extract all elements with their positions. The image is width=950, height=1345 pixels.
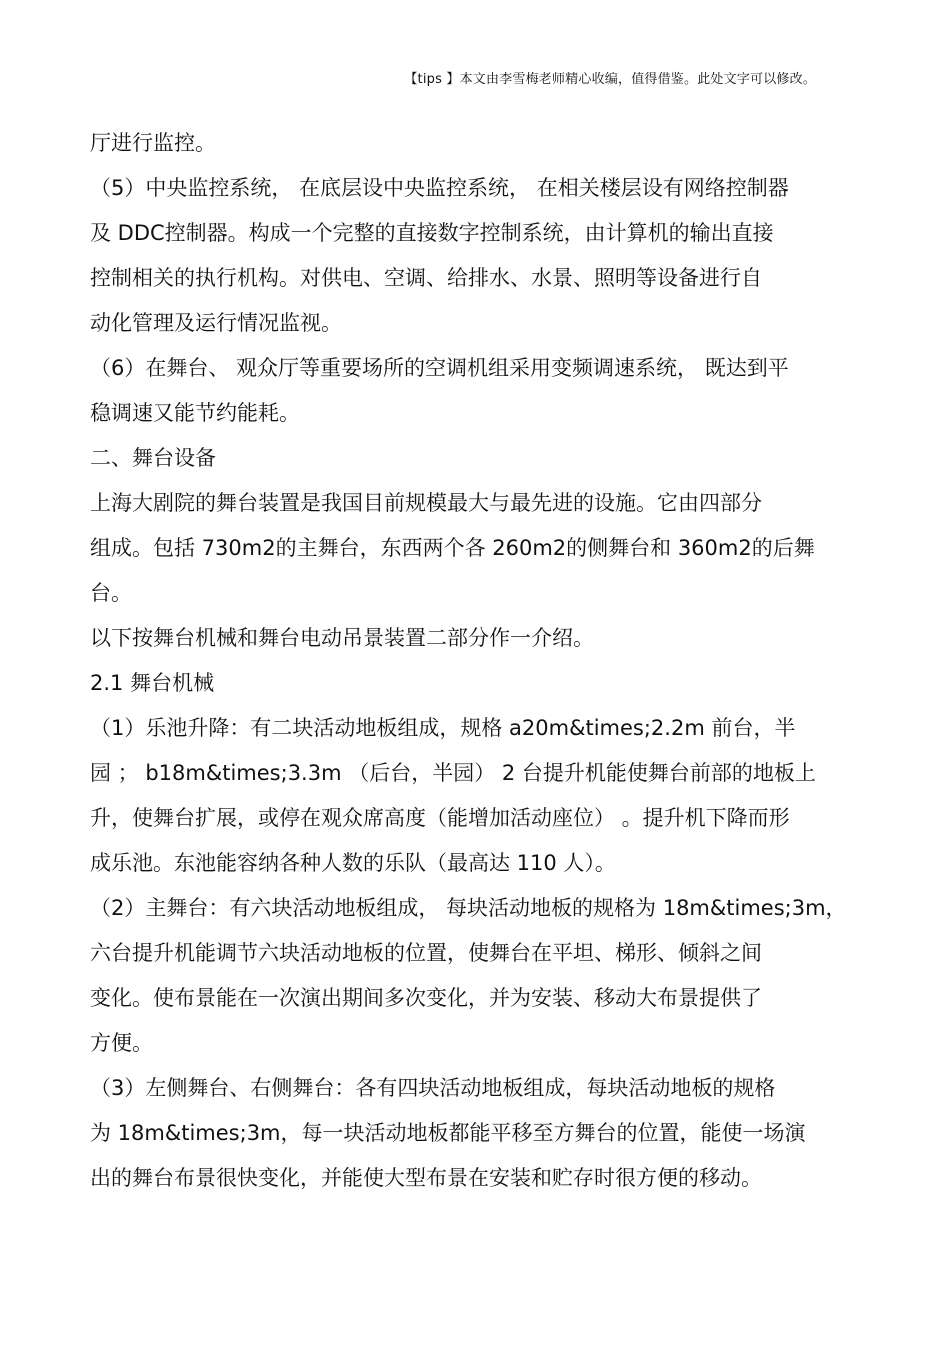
section-heading: 二、舞台设备 bbox=[90, 446, 216, 470]
header-tips: 【tips 】本文由李雪梅老师精心收编，值得借鉴。此处文字可以修改。 bbox=[404, 72, 816, 87]
text-line: 园 ； b18m&times;3.3m （后台，半园） 2 台提升机能使舞台前部的地板上 bbox=[90, 761, 816, 785]
text-line: （2）主舞台：有六块活动地板组成， 每块活动地板的规格为 18m&times;3m， bbox=[90, 896, 847, 920]
text-line: 六台提升机能调节六块活动地板的位置，使舞台在平坦、梯形、倾斜之间 bbox=[90, 941, 762, 965]
text-line: 稳调速又能节约能耗。 bbox=[90, 401, 300, 425]
text-line: 厅进行监控。 bbox=[90, 131, 216, 155]
text-line: 方便。 bbox=[90, 1031, 153, 1055]
text-line: 变化。使布景能在一次演出期间多次变化，并为安装、移动大布景提供了 bbox=[90, 986, 762, 1010]
text-line: 上海大剧院的舞台装置是我国目前规模最大与最先进的设施。它由四部分 bbox=[90, 491, 762, 515]
subsection-heading: 2.1 舞台机械 bbox=[90, 671, 215, 695]
text-line: 组成。包括 730m2的主舞台，东西两个各 260m2的侧舞台和 360m2的后舞 bbox=[90, 536, 815, 560]
text-line: （3）左侧舞台、右侧舞台：各有四块活动地板组成，每块活动地板的规格 bbox=[90, 1076, 776, 1100]
text-line: 为 18m&times;3m，每一块活动地板都能平移至方舞台的位置，能使一场演 bbox=[90, 1121, 806, 1145]
text-line: 升，使舞台扩展，或停在观众席高度（能增加活动座位） 。提升机下降而形 bbox=[90, 806, 790, 830]
text-line: （1）乐池升降：有二块活动地板组成，规格 a20m&times;2.2m 前台，半 bbox=[90, 716, 796, 740]
text-line: 出的舞台布景很快变化，并能使大型布景在安装和贮存时很方便的移动。 bbox=[90, 1166, 762, 1190]
text-line: （6）在舞台、 观众厅等重要场所的空调机组采用变频调速系统， 既达到平 bbox=[90, 356, 789, 380]
text-line: 控制相关的执行机构。对供电、空调、给排水、水景、照明等设备进行自 bbox=[90, 266, 762, 290]
text-line: 成乐池。东池能容纳各种人数的乐队（最高达 110 人）。 bbox=[90, 851, 616, 875]
text-line: 及 DDC控制器。构成一个完整的直接数字控制系统，由计算机的输出直接 bbox=[90, 221, 774, 245]
text-line: 以下按舞台机械和舞台电动吊景装置二部分作一介绍。 bbox=[90, 626, 594, 650]
text-line: （5）中央监控系统， 在底层设中央监控系统， 在相关楼层设有网络控制器 bbox=[90, 176, 789, 200]
text-line: 动化管理及运行情况监视。 bbox=[90, 311, 342, 335]
text-line: 台。 bbox=[90, 581, 132, 605]
